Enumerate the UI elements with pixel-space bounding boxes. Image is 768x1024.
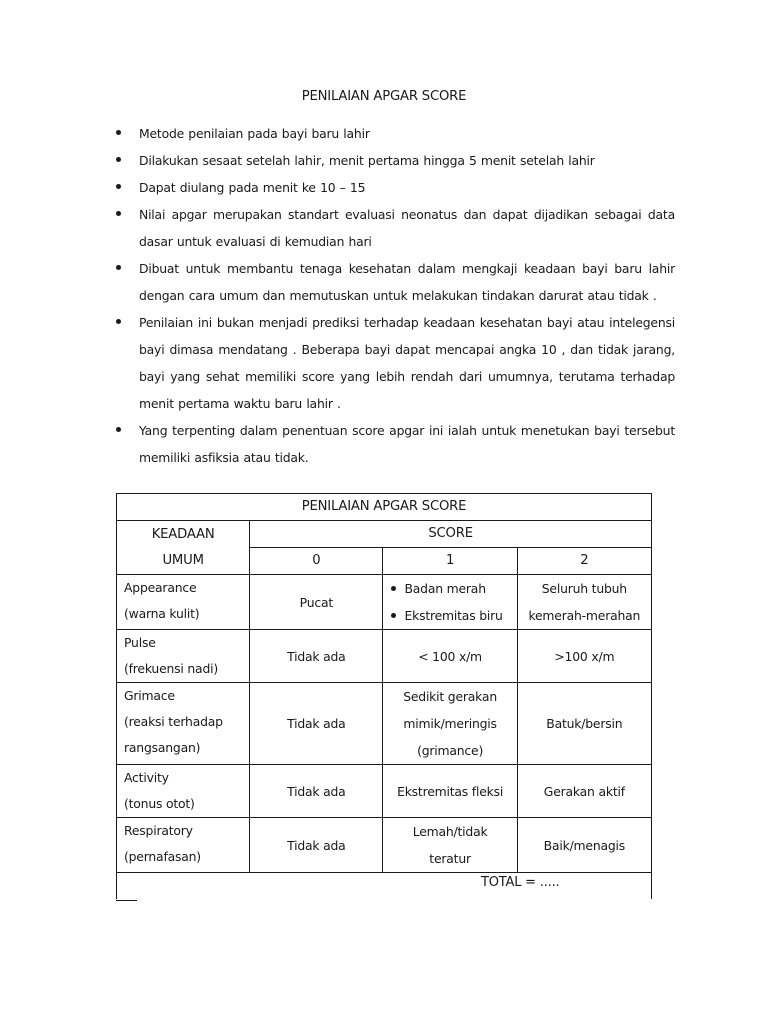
bullet-text: Dilakukan sesaat setelah lahir, menit pertama hingga 5 menit setelah lahir [139, 153, 595, 168]
apgar-score-table [116, 493, 652, 899]
condition-cell [117, 683, 250, 765]
condition-desc: (warna kulit) [124, 606, 200, 621]
score-1-line1: Sedikit gerakan [403, 689, 497, 704]
condition-name: Appearance [124, 580, 197, 595]
bullet-icon [116, 319, 121, 324]
table-bottom-stub [116, 900, 137, 901]
bullet-icon [116, 427, 121, 432]
table-title: PENILAIAN APGAR SCORE [117, 494, 652, 521]
list-item [113, 174, 675, 201]
bullet-icon [116, 157, 121, 162]
score-1-cell [383, 575, 517, 630]
score-1-line2: mimik/meringis [403, 716, 497, 731]
score-2-line1: Seluruh tubuh [541, 581, 627, 596]
bullet-text: Metode penilaian pada bayi baru lahir [139, 126, 370, 141]
condition-cell [117, 575, 250, 630]
condition-header [117, 521, 250, 575]
condition-desc-line1: (reaksi terhadap [124, 714, 223, 729]
bullet-text: Dapat diulang pada menit ke 10 – 15 [139, 180, 366, 195]
condition-cell [117, 630, 250, 683]
table-row [117, 575, 652, 630]
score-column-2: 2 [517, 548, 651, 575]
list-item [383, 575, 516, 602]
score-2-cell: Gerakan aktif [517, 765, 651, 818]
condition-name: Grimace [124, 688, 175, 703]
bullet-icon [391, 613, 396, 618]
score-1-line1: Lemah/tidak [412, 824, 488, 839]
score-0-cell: Tidak ada [250, 630, 383, 683]
score-1-item: Badan merah [404, 581, 486, 596]
score-1-cell: Ekstremitas fleksi [383, 765, 517, 818]
total-text: TOTAL = ..... [481, 875, 560, 890]
list-item [383, 602, 516, 629]
score-column-1: 1 [383, 548, 517, 575]
score-0-cell: Tidak ada [250, 818, 383, 873]
list-item [113, 255, 675, 309]
total-row [117, 873, 652, 900]
condition-cell [117, 818, 250, 873]
bullet-text: Penilaian ini bukan menjadi prediksi terhadap keadaan kesehatan bayi atau intelegensi bayi dimasa mendatang . Beberapa bayi dapat mencapai angka 10 , dan tidak jarang, bayi yang sehat memiliki score yang lebih rendah dari umumnya, terutama terhadap menit pertama waktu baru lahir . [139, 315, 675, 411]
table-row [117, 765, 652, 818]
table-title-row [117, 494, 652, 521]
condition-header-line1: KEADAAN [151, 526, 215, 542]
list-item [113, 309, 675, 417]
page-title: PENILAIAN APGAR SCORE [301, 89, 467, 104]
bullet-icon [116, 130, 121, 135]
score-2-cell [517, 575, 651, 630]
bullet-icon [116, 184, 121, 189]
score-column-0: 0 [250, 548, 383, 575]
score-1-cell [383, 683, 517, 765]
score-1-cell [383, 818, 517, 873]
score-1-item: Ekstremitas biru [404, 608, 503, 623]
bullet-text: Yang terpenting dalam penentuan score apgar ini ialah untuk menetukan bayi tersebut memiliki asfiksia atau tidak. [139, 423, 675, 465]
score-0-cell: Tidak ada [250, 683, 383, 765]
score-2-cell: >100 x/m [517, 630, 651, 683]
condition-header-line2: UMUM [162, 552, 204, 568]
score-0-cell: Pucat [250, 575, 383, 630]
apgar-table-container [116, 493, 652, 899]
table-header-row [117, 521, 652, 548]
score-2-cell: Baik/menagis [517, 818, 651, 873]
table-row [117, 683, 652, 765]
list-item [113, 201, 675, 255]
total-cell [117, 873, 652, 900]
score-2-cell: Batuk/bersin [517, 683, 651, 765]
condition-name: Activity [124, 770, 169, 785]
score-0-cell: Tidak ada [250, 765, 383, 818]
score-1-cell: < 100 x/m [383, 630, 517, 683]
score-1-line2: teratur [429, 851, 471, 866]
table-row [117, 630, 652, 683]
condition-name: Respiratory [124, 823, 193, 838]
condition-name: Pulse [124, 635, 156, 650]
bullet-icon [116, 211, 121, 216]
score-header: SCORE [250, 521, 652, 548]
bullet-text: Nilai apgar merupakan standart evaluasi neonatus dan dapat dijadikan sebagai data dasar untuk evaluasi di kemudian hari [139, 207, 675, 249]
bullet-list [113, 120, 675, 471]
bullet-icon [116, 265, 121, 270]
list-item [113, 120, 675, 147]
condition-desc: (tonus otot) [124, 796, 195, 811]
bullet-text: Dibuat untuk membantu tenaga kesehatan dalam mengkaji keadaan bayi baru lahir dengan cara umum dan memutuskan untuk melakukan tindakan darurat atau tidak . [139, 261, 675, 303]
condition-cell [117, 765, 250, 818]
list-item [113, 417, 675, 471]
condition-desc-line2: rangsangan) [124, 740, 201, 755]
score-1-list [383, 575, 516, 629]
score-2-line2: kemerah-merahan [528, 608, 641, 623]
table-row [117, 818, 652, 873]
condition-desc: (pernafasan) [124, 849, 201, 864]
score-1-line3: (grimance) [417, 743, 484, 758]
condition-desc: (frekuensi nadi) [124, 661, 218, 676]
list-item [113, 147, 675, 174]
bullet-icon [391, 586, 396, 591]
